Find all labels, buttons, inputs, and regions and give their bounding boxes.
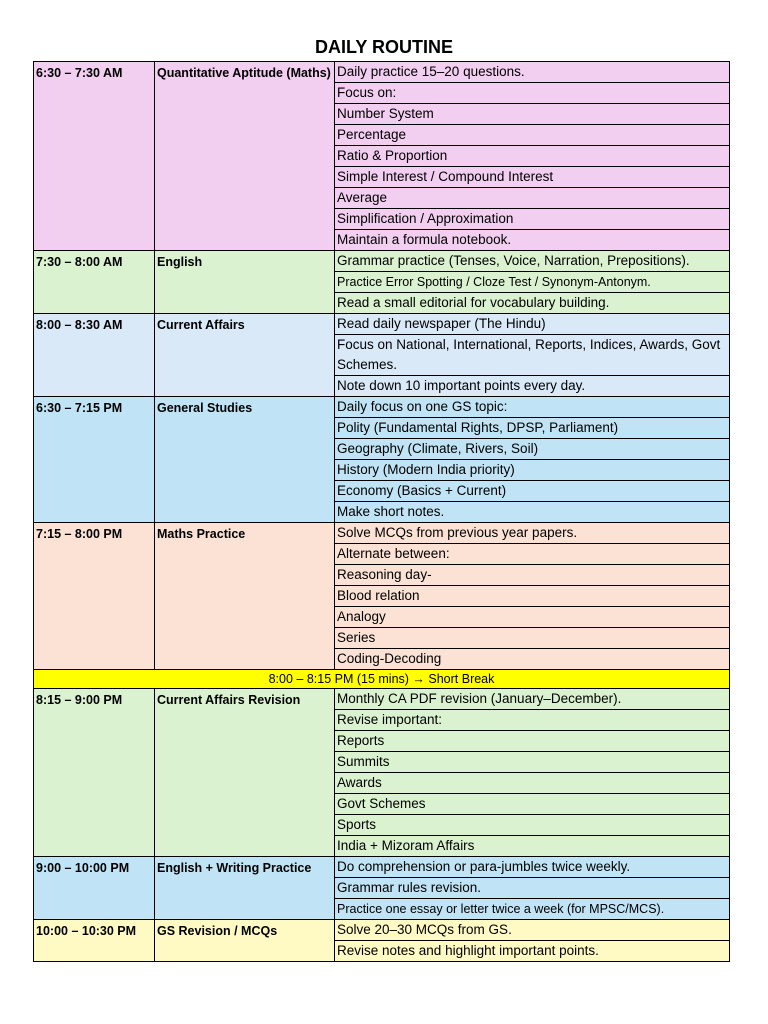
task-item: Daily focus on one GS topic: bbox=[335, 397, 730, 418]
routine-row bbox=[34, 523, 730, 544]
subject-english-writing-practice: English + Writing Practice bbox=[155, 857, 335, 920]
short-break-row bbox=[34, 670, 730, 689]
time-slot: 9:00 – 10:00 PM bbox=[34, 857, 155, 920]
task-item: Read daily newspaper (The Hindu) bbox=[335, 314, 730, 335]
task-item: Coding-Decoding bbox=[335, 649, 730, 670]
routine-row bbox=[34, 920, 730, 941]
task-item: Percentage bbox=[335, 125, 730, 146]
routine-row bbox=[34, 62, 730, 83]
task-item: Simple Interest / Compound Interest bbox=[335, 167, 730, 188]
time-slot: 8:00 – 8:30 AM bbox=[34, 314, 155, 397]
task-item: India + Mizoram Affairs bbox=[335, 836, 730, 857]
task-item: Grammar rules revision. bbox=[335, 878, 730, 899]
routine-row bbox=[34, 689, 730, 710]
time-slot: 6:30 – 7:30 AM bbox=[34, 62, 155, 251]
routine-row bbox=[34, 314, 730, 335]
subject-gs-revision-mcqs: GS Revision / MCQs bbox=[155, 920, 335, 962]
task-item: Govt Schemes bbox=[335, 794, 730, 815]
task-item: Read a small editorial for vocabulary building. bbox=[335, 293, 730, 314]
subject-general-studies: General Studies bbox=[155, 397, 335, 523]
task-item: Daily practice 15–20 questions. bbox=[335, 62, 730, 83]
time-slot: 6:30 – 7:15 PM bbox=[34, 397, 155, 523]
routine-row bbox=[34, 857, 730, 878]
short-break-label: 8:00 – 8:15 PM (15 mins) → Short Break bbox=[34, 670, 730, 689]
task-item: Practice one essay or letter twice a week (for MPSC/MCS). bbox=[335, 899, 730, 920]
task-item: Analogy bbox=[335, 607, 730, 628]
time-slot: 7:15 – 8:00 PM bbox=[34, 523, 155, 670]
task-item: Reasoning day- bbox=[335, 565, 730, 586]
task-item: Sports bbox=[335, 815, 730, 836]
time-slot: 8:15 – 9:00 PM bbox=[34, 689, 155, 857]
subject-maths-practice: Maths Practice bbox=[155, 523, 335, 670]
task-item: Awards bbox=[335, 773, 730, 794]
task-item: Grammar practice (Tenses, Voice, Narration, Prepositions). bbox=[335, 251, 730, 272]
task-item: Number System bbox=[335, 104, 730, 125]
task-item: Reports bbox=[335, 731, 730, 752]
task-item: Geography (Climate, Rivers, Soil) bbox=[335, 439, 730, 460]
routine-row bbox=[34, 397, 730, 418]
task-item: Series bbox=[335, 628, 730, 649]
task-item: Alternate between: bbox=[335, 544, 730, 565]
task-item: Revise notes and highlight important points. bbox=[335, 941, 730, 962]
task-item: Simplification / Approximation bbox=[335, 209, 730, 230]
task-item: Note down 10 important points every day. bbox=[335, 376, 730, 397]
subject-english: English bbox=[155, 251, 335, 314]
task-item: Summits bbox=[335, 752, 730, 773]
page-title: DAILY ROUTINE bbox=[314, 37, 454, 57]
task-item: Maintain a formula notebook. bbox=[335, 230, 730, 251]
task-item: Revise important: bbox=[335, 710, 730, 731]
task-item: Ratio & Proportion bbox=[335, 146, 730, 167]
subject-current-affairs: Current Affairs bbox=[155, 314, 335, 397]
task-item: Do comprehension or para-jumbles twice weekly. bbox=[335, 857, 730, 878]
task-item: Economy (Basics + Current) bbox=[335, 481, 730, 502]
time-slot: 10:00 – 10:30 PM bbox=[34, 920, 155, 962]
task-item: Average bbox=[335, 188, 730, 209]
subject-current-affairs-revision: Current Affairs Revision bbox=[155, 689, 335, 857]
task-item: Make short notes. bbox=[335, 502, 730, 523]
task-item: Focus on National, International, Reports, Indices, Awards, Govt Schemes. bbox=[335, 335, 730, 376]
time-slot: 7:30 – 8:00 AM bbox=[34, 251, 155, 314]
task-item: Solve MCQs from previous year papers. bbox=[335, 523, 730, 544]
task-item: Practice Error Spotting / Cloze Test / Synonym-Antonym. bbox=[335, 272, 730, 293]
task-item: Focus on: bbox=[335, 83, 730, 104]
task-item: History (Modern India priority) bbox=[335, 460, 730, 481]
subject-quantitative-aptitude-maths: Quantitative Aptitude (Maths) bbox=[155, 62, 335, 251]
task-item: Blood relation bbox=[335, 586, 730, 607]
task-item: Monthly CA PDF revision (January–December). bbox=[335, 689, 730, 710]
task-item: Polity (Fundamental Rights, DPSP, Parliament) bbox=[335, 418, 730, 439]
routine-row bbox=[34, 251, 730, 272]
task-item: Solve 20–30 MCQs from GS. bbox=[335, 920, 730, 941]
routine-table bbox=[33, 61, 730, 962]
